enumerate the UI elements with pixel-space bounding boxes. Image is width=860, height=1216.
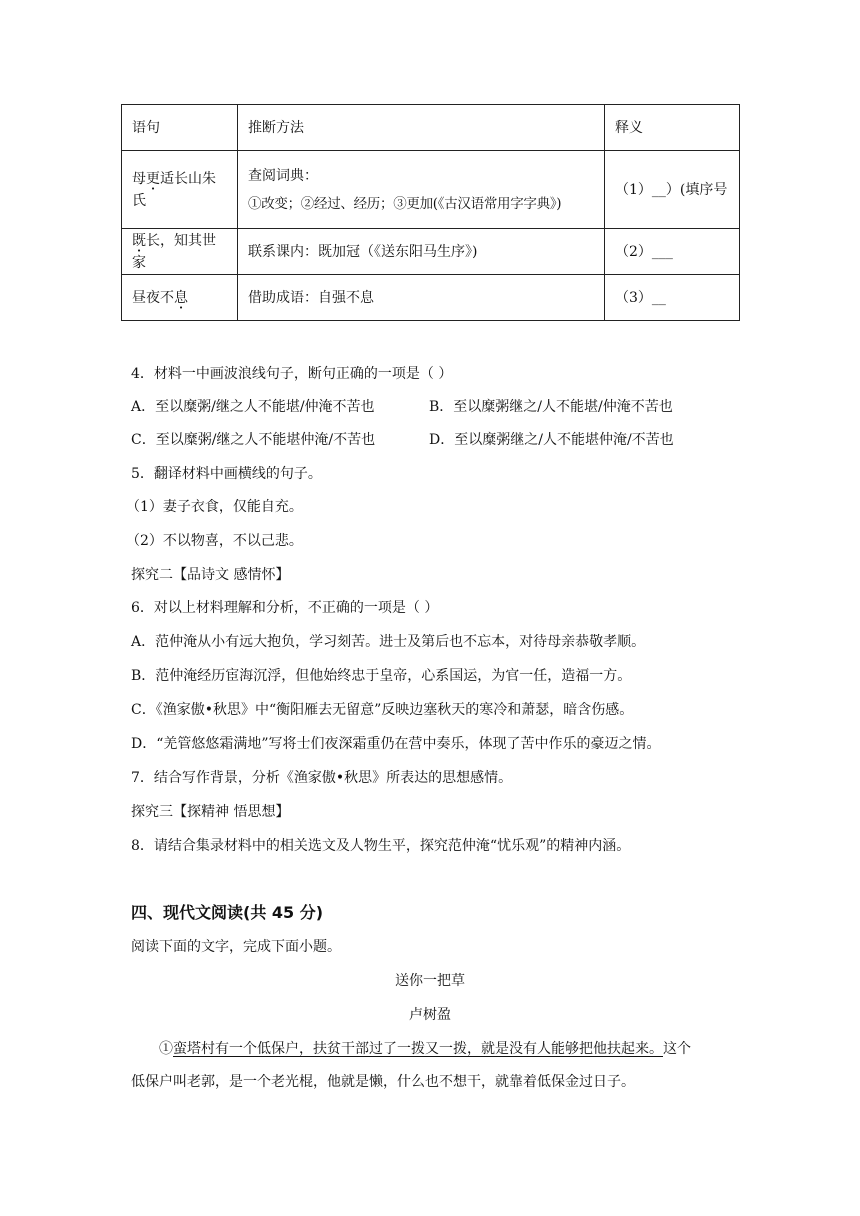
sentence-cell: 既长，知其世家	[122, 229, 238, 275]
question-4-option-d: D．至以糜粥继之/人不能堪仲淹/不苦也	[429, 432, 674, 448]
question-5-sentence-2: （2）不以物喜，不以己悲。	[126, 533, 303, 549]
method-cell: 借助成语：自强不息	[238, 275, 605, 321]
table-row	[122, 275, 740, 321]
reading-instruction: 阅读下面的文字，完成下面小题。	[131, 939, 341, 955]
emphasis-char: 息	[174, 289, 188, 306]
question-4-option-a: A．至以糜粥/继之人不能堪/仲淹不苦也	[131, 399, 375, 415]
emphasis-char: 既	[132, 232, 146, 249]
story-author: 卢树盈	[409, 1007, 451, 1023]
underlined-sentence: 蛮塔村有一个低保户，扶贫干部过了一拨又一拨，就是没有人能够把他扶起来。	[173, 1041, 663, 1057]
answer-cell: （2）___	[605, 229, 740, 275]
method-cell: 查阅词典： ①改变；②经过、经历；③更加(《古汉语常用字字典》)	[238, 151, 605, 229]
story-paragraph-1-line-2: 低保户叫老郭，是一个老光棍，他就是懒，什么也不想干，就靠着低保金过日子。	[131, 1074, 635, 1090]
question-5-sentence-1: （1）妻子衣食，仅能自充。	[126, 499, 303, 515]
header-cell: 释义	[605, 105, 740, 151]
header-cell: 语句	[122, 105, 238, 151]
explore-2-heading: 探究二【品诗文 感情怀】	[131, 567, 290, 583]
question-4-option-c: C．至以糜粥/继之人不能堪仲淹/不苦也	[131, 432, 376, 448]
table-row	[122, 151, 740, 229]
section-4-heading: 四、现代文阅读(共 45 分)	[131, 903, 324, 922]
inference-table	[121, 104, 740, 321]
question-5-stem: 5．翻译材料中画横线的句子。	[131, 466, 322, 482]
sentence-cell: 母更适长山朱 氏	[122, 151, 238, 229]
question-6-option-b: B．范仲淹经历宦海沉浮，但他始终忠于皇帝，心系国运，为官一任，造福一方。	[131, 668, 632, 684]
table-row	[122, 229, 740, 275]
question-6-option-a: A．范仲淹从小有远大抱负，学习刻苦。进士及第后也不忘本，对待母亲恭敬孝顺。	[131, 634, 646, 650]
emphasis-char: 更	[146, 170, 160, 187]
question-4-stem: 4．材料一中画波浪线句子，断句正确的一项是（ ）	[131, 366, 453, 382]
explore-3-heading: 探究三【探精神 悟思想】	[131, 804, 290, 820]
method-cell: 联系课内：既加冠（《送东阳马生序》)	[238, 229, 605, 275]
question-8: 8．请结合集录材料中的相关选文及人物生平，探究范仲淹“忧乐观”的精神内涵。	[131, 838, 631, 854]
answer-cell: （3）__	[605, 275, 740, 321]
header-cell: 推断方法	[238, 105, 605, 151]
sentence-cell: 昼夜不息	[122, 275, 238, 321]
question-6-stem: 6．对以上材料理解和分析，不正确的一项是（ ）	[131, 600, 439, 616]
question-7: 7．结合写作背景，分析《渔家傲•秋思》所表达的思想感情。	[131, 770, 513, 786]
question-6-option-d: D．“羌管悠悠霜满地”写将士们夜深霜重仍在营中奏乐，体现了苦中作乐的豪迈之情。	[131, 736, 661, 752]
question-6-option-c: C．《渔家傲•秋思》中“衡阳雁去无留意”反映边塞秋天的寒冷和萧瑟，暗含伤感。	[131, 702, 634, 718]
question-4-option-b: B．至以糜粥继之/人不能堪/仲淹不苦也	[429, 399, 673, 415]
story-title: 送你一把草	[395, 973, 465, 989]
story-paragraph-1: ①蛮塔村有一个低保户，扶贫干部过了一拨又一拨，就是没有人能够把他扶起来。这个	[159, 1041, 691, 1057]
answer-cell: （1）__）(填序号	[605, 151, 740, 229]
table-header-row	[122, 105, 740, 151]
